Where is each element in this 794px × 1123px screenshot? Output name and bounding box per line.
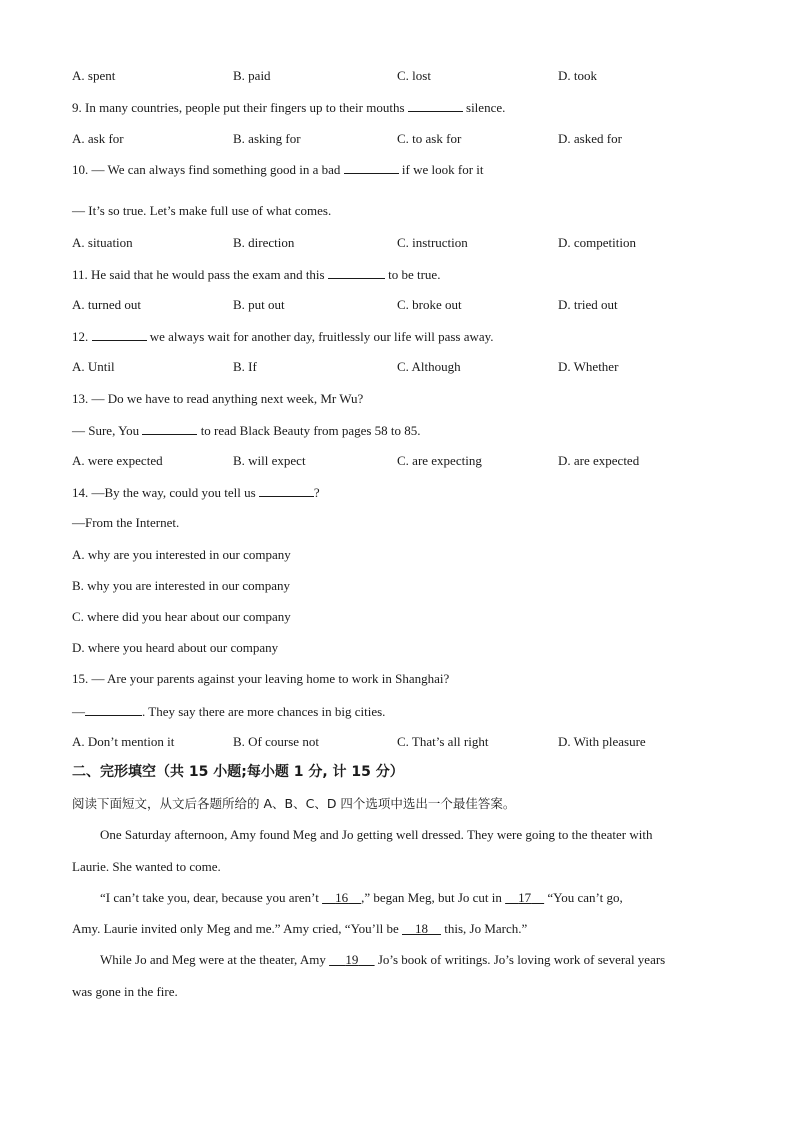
passage-line: Laurie. She wanted to come. <box>72 859 221 874</box>
q13-option-c: C. are expecting <box>397 453 482 468</box>
q14-stem-part-a: 14. —By the way, could you tell us <box>72 485 256 500</box>
passage-text: “You can’t go, <box>547 890 623 905</box>
q12-option-c: C. Although <box>397 359 461 374</box>
q15-reply-part-b: . They say there are more chances in big cities. <box>142 704 386 719</box>
q14-option-c: C. where did you hear about our company <box>72 609 291 624</box>
q10-stem-part-a: 10. — We can always find something good in a bad <box>72 162 341 177</box>
answer-blank <box>328 266 385 279</box>
answer-blank <box>85 703 142 716</box>
answer-blank <box>408 99 463 112</box>
answer-blank <box>92 328 147 341</box>
q13-stem: 13. — Do we have to read anything next week, Mr Wu? <box>72 391 364 406</box>
q12-option-d: D. Whether <box>558 359 619 374</box>
passage-text: While Jo and Meg were at the theater, Amy <box>100 952 326 967</box>
q11-option-a: A. turned out <box>72 297 141 312</box>
passage-text: Jo’s book of writings. Jo’s loving work of several years <box>377 952 666 967</box>
q15-option-b: B. Of course not <box>233 734 319 749</box>
q11-option-b: B. put out <box>233 297 285 312</box>
q15-option-a: A. Don’t mention it <box>72 734 175 749</box>
q9-option-a: A. ask for <box>72 131 124 146</box>
blank-16 <box>322 890 361 905</box>
q11-stem-part-a: 11. He said that he would pass the exam and this <box>72 267 325 282</box>
q13-option-d: D. are expected <box>558 453 640 468</box>
q10-option-b: B. direction <box>233 235 295 250</box>
q12-option-b: B. If <box>233 359 257 374</box>
passage-line: One Saturday afternoon, Amy found Meg and Jo getting well dressed. They were going to the theater with <box>100 827 653 842</box>
blank-18 <box>402 921 441 936</box>
blank-number: 19 <box>345 952 359 967</box>
q14-stem-part-b: ? <box>313 485 320 500</box>
answer-blank <box>259 484 314 497</box>
q13-reply-part-b: to read Black Beauty from pages 58 to 85. <box>200 423 421 438</box>
q14-option-a: A. why are you interested in our company <box>72 547 291 562</box>
q12-stem-part-a: 12. <box>72 329 89 344</box>
q15-reply <box>72 703 385 720</box>
passage-line <box>100 890 623 906</box>
q15-stem: 15. — Are your parents against your leaving home to work in Shanghai? <box>72 671 450 686</box>
q9-stem-part-b: silence. <box>466 100 506 115</box>
q10-reply: — It’s so true. Let’s make full use of what comes. <box>72 203 332 218</box>
answer-blank <box>142 422 197 435</box>
q12-stem <box>72 328 494 345</box>
q15-reply-part-a: — <box>72 704 85 719</box>
q14-option-b: B. why you are interested in our company <box>72 578 291 593</box>
q10-option-d: D. competition <box>558 235 636 250</box>
q11-stem-part-b: to be true. <box>388 267 441 282</box>
blank-number: 17 <box>518 890 532 905</box>
q8-option-c: C. lost <box>397 68 431 83</box>
passage-text: “I can’t take you, dear, because you aren’t <box>100 890 319 905</box>
q14-stem <box>72 484 320 501</box>
q10-stem <box>72 161 484 178</box>
q8-option-a: A. spent <box>72 68 116 83</box>
q11-option-d: D. tried out <box>558 297 618 312</box>
passage-line <box>72 921 527 937</box>
q13-option-b: B. will expect <box>233 453 306 468</box>
blank-19 <box>329 952 375 967</box>
q8-option-b: B. paid <box>233 68 271 83</box>
q13-reply-part-a: — Sure, You <box>72 423 140 438</box>
q9-stem-part-a: 9. In many countries, people put their fingers up to their mouths <box>72 100 405 115</box>
section-heading: 二、完形填空（共 15 小题;每小题 1 分, 计 15 分） <box>72 764 404 780</box>
answer-blank <box>344 161 399 174</box>
q9-option-b: B. asking for <box>233 131 301 146</box>
q10-stem-part-b: if we look for it <box>401 162 484 177</box>
blank-17 <box>505 890 544 905</box>
q11-stem <box>72 266 440 283</box>
q13-reply <box>72 422 421 439</box>
q10-option-c: C. instruction <box>397 235 468 250</box>
q8-option-d: D. took <box>558 68 597 83</box>
blank-number: 16 <box>335 890 349 905</box>
q15-option-c: C. That’s all right <box>397 734 489 749</box>
passage-text: ,” began Meg, but Jo cut in <box>361 890 502 905</box>
q14-reply: —From the Internet. <box>72 515 180 530</box>
q12-stem-part-b: we always wait for another day, fruitlessly our life will pass away. <box>149 329 494 344</box>
passage-text: this, Jo March.” <box>444 921 528 936</box>
q9-option-d: D. asked for <box>558 131 622 146</box>
q13-option-a: A. were expected <box>72 453 163 468</box>
q9-stem <box>72 99 505 116</box>
q15-option-d: D. With pleasure <box>558 734 646 749</box>
q12-option-a: A. Until <box>72 359 115 374</box>
q11-option-c: C. broke out <box>397 297 462 312</box>
blank-number: 18 <box>415 921 428 936</box>
passage-text: Amy. Laurie invited only Meg and me.” Amy cried, “You’ll be <box>72 921 399 936</box>
q9-option-c: C. to ask for <box>397 131 462 146</box>
section-instruction: 阅读下面短文，从文后各题所给的 A、B、C、D 四个选项中选出一个最佳答案。 <box>72 796 516 811</box>
passage-line: was gone in the fire. <box>72 984 178 999</box>
passage-line <box>100 952 665 968</box>
q10-option-a: A. situation <box>72 235 133 250</box>
q14-option-d: D. where you heard about our company <box>72 640 279 655</box>
